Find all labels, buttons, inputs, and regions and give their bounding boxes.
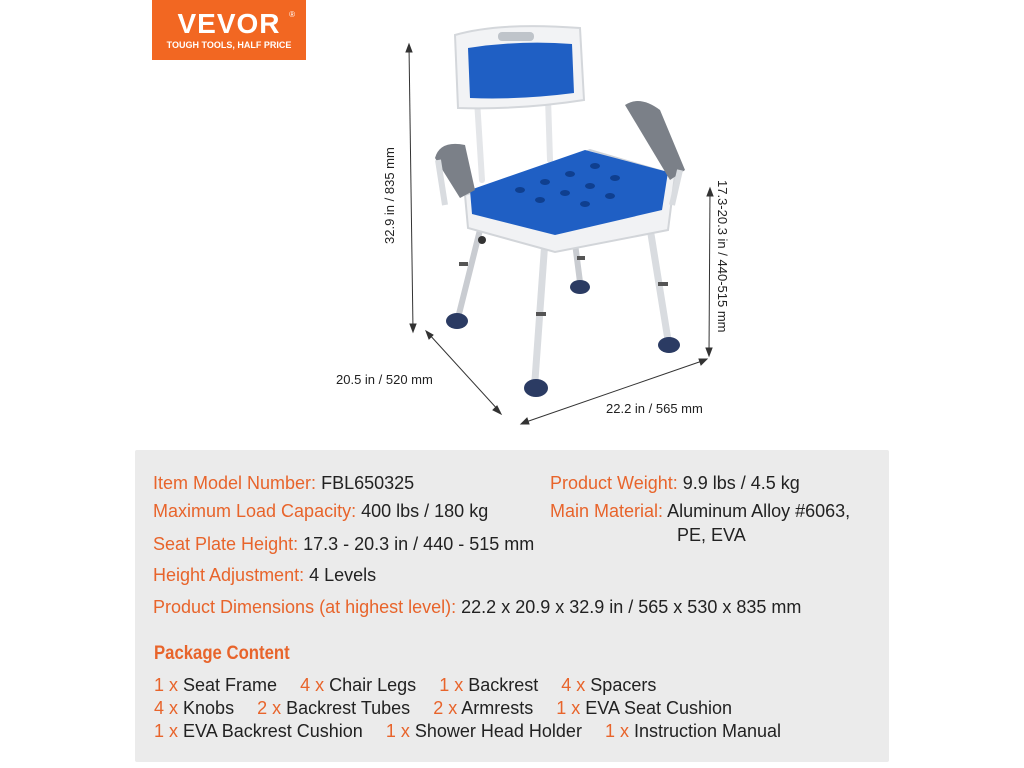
spec-dimensions xyxy=(153,596,801,618)
spec-weight-value: 9.9 lbs / 4.5 kg xyxy=(682,473,800,493)
package-item: 1 x EVA Seat Cushion xyxy=(556,698,733,718)
package-item: 1 x EVA Backrest Cushion xyxy=(154,721,363,741)
spec-load xyxy=(153,500,488,522)
brand-registered-mark: ® xyxy=(289,10,295,19)
spec-dimensions-value: 22.2 x 20.9 x 32.9 in / 565 x 530 x 835 mm xyxy=(461,597,802,617)
dimension-height-total: 32.9 in / 835 mm xyxy=(382,147,397,244)
package-item: 1 x Backrest xyxy=(439,675,539,695)
package-line-2 xyxy=(154,697,750,719)
brand-tagline: TOUGH TOOLS, HALF PRICE xyxy=(166,40,292,50)
dimension-width: 22.2 in / 565 mm xyxy=(606,401,703,416)
package-item: 2 x Armrests xyxy=(433,698,534,718)
dimension-seat-height: 17.3-20.3 in / 440-515 mm xyxy=(715,180,730,333)
spec-adjustment-value: 4 Levels xyxy=(309,565,377,585)
spec-dimensions-label: Product Dimensions (at highest level): xyxy=(153,597,457,617)
spec-material-label: Main Material: xyxy=(550,501,664,521)
spec-adjustment xyxy=(153,564,376,586)
spec-load-label: Maximum Load Capacity: xyxy=(153,501,357,521)
spec-model-value: FBL650325 xyxy=(321,473,415,493)
package-item: 4 x Knobs xyxy=(154,698,235,718)
spec-material-value-2: PE, EVA xyxy=(677,525,746,545)
spec-load-value: 400 lbs / 180 kg xyxy=(361,501,489,521)
dimension-depth: 20.5 in / 520 mm xyxy=(336,372,433,387)
spec-material-value-1: Aluminum Alloy #6063, xyxy=(667,501,851,521)
package-item: 2 x Backrest Tubes xyxy=(257,698,411,718)
package-item: 4 x Chair Legs xyxy=(300,675,417,695)
package-item: 1 x Instruction Manual xyxy=(604,721,782,741)
spec-material xyxy=(550,500,850,522)
package-line-3 xyxy=(154,720,799,742)
spec-weight xyxy=(550,472,800,494)
spec-material-line2 xyxy=(677,524,746,546)
spec-adjustment-label: Height Adjustment: xyxy=(153,565,305,585)
package-title: Package Content xyxy=(154,643,290,664)
package-item: 1 x Seat Frame xyxy=(154,675,278,695)
package-item: 1 x Shower Head Holder xyxy=(385,721,582,741)
spec-seat-height xyxy=(153,533,534,555)
spec-seat-height-value: 17.3 - 20.3 in / 440 - 515 mm xyxy=(303,534,535,554)
spec-seat-height-label: Seat Plate Height: xyxy=(153,534,299,554)
package-line-1 xyxy=(154,674,674,696)
spec-model xyxy=(153,472,414,494)
spec-weight-label: Product Weight: xyxy=(550,473,678,493)
spec-model-label: Item Model Number: xyxy=(153,473,317,493)
brand-name: VEVOR xyxy=(177,8,281,39)
package-item: 4 x Spacers xyxy=(561,675,657,695)
